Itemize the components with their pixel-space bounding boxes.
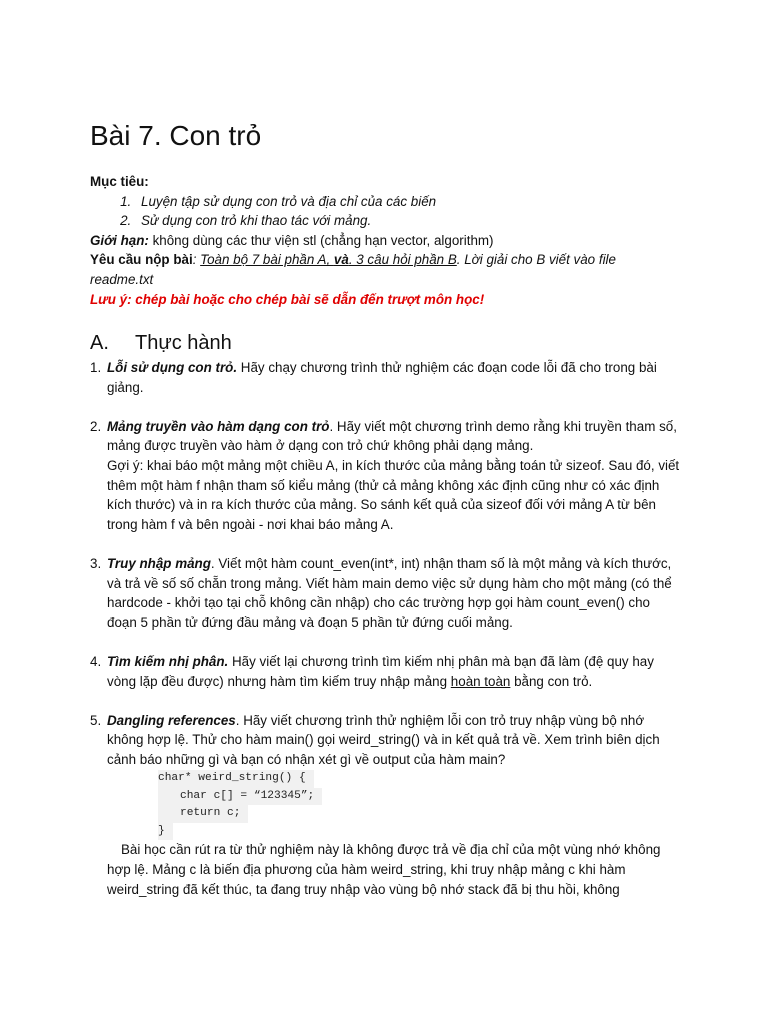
- goal-label: Mục tiêu:: [90, 174, 149, 189]
- goal-item: 1. Luyện tập sử dụng con trỏ và địa chỉ của các biến: [135, 192, 710, 212]
- item-heading: Lỗi sử dụng con trỏ.: [107, 360, 238, 375]
- item-number: 5.: [90, 712, 102, 728]
- code-line: char c[] = “123345”;: [158, 788, 322, 806]
- exercise-item-5: [90, 711, 682, 900]
- code-line: return c;: [158, 805, 248, 823]
- item-underlined-text: hoàn toàn: [450, 673, 511, 689]
- submit-line: [90, 250, 710, 289]
- item-conclusion: Bài học cần rút ra từ thử nghiệm này là không được trả về địa chỉ của một vùng nhớ không hợp lệ. Mảng c là biến địa phương của hàm weird_string, khi truy nhập mảng c khi hàm weird_string đã kết thúc, ta đang truy nhập vào vùng bộ nhớ stack đã bị thu hồi, không: [107, 842, 661, 897]
- submit-label: Yêu cầu nộp bài: [90, 252, 193, 268]
- section-title: Thực hành: [135, 332, 232, 354]
- item-text: . Hãy viết một chương trình demo rằng khi truyền tham số, mảng được truyền vào hàm ở dạng con trỏ chứ không phải dạng mảng.: [107, 418, 677, 454]
- submit-requirement-part1: Toàn bộ 7 bài phần A,: [200, 252, 334, 268]
- submit-filename: readme.txt: [90, 271, 154, 287]
- exercise-item-1: [90, 358, 682, 397]
- intro-block: [90, 172, 710, 309]
- item-heading: Mảng truyền vào hàm dạng con trỏ: [107, 418, 330, 434]
- section-a-heading: [90, 332, 232, 355]
- goal-list: [90, 192, 710, 231]
- item-heading: Dangling references: [107, 712, 236, 728]
- item-number: 3.: [90, 555, 102, 571]
- item-heading: Tìm kiếm nhị phân.: [107, 653, 229, 669]
- limit-label: Giới hạn:: [90, 232, 149, 248]
- exercise-list: [90, 358, 682, 919]
- code-line: char* weird_string() {: [158, 770, 314, 788]
- item-number: 1.: [90, 360, 102, 375]
- item-text: . Hãy viết chương trình thử nghiệm lỗi con trỏ truy nhập vùng bộ nhớ không hợp lệ. Thử cho hàm main() gọi weird_string() và in kết quả trả về. Xem trình biên dịch cảnh báo những gì và bạn có nhận xét gì về output của hàm main?: [107, 712, 660, 767]
- section-letter: A.: [90, 332, 109, 354]
- exercise-item-2: [90, 417, 682, 535]
- code-block: [107, 770, 682, 840]
- code-line: }: [158, 823, 173, 841]
- submit-colon: :: [192, 252, 201, 268]
- submit-note: . Lời giải cho B viết vào file: [456, 252, 616, 268]
- submit-requirement-part2: . 3 câu hỏi phần B: [348, 252, 457, 268]
- item-text: Hãy chạy chương trình thử nghiệm các đoạn code lỗi đã cho trong bài giảng.: [107, 360, 657, 395]
- item-text-end: bằng con trỏ.: [510, 673, 593, 689]
- submit-requirement-and: và: [333, 252, 349, 268]
- item-text: . Viết một hàm count_even(int*, int) nhận tham số là một mảng và kích thước, và trả về số số chẵn trong mảng. Viết hàm main demo việc sử dụng hàm cho một mảng (có thể hardcode - khởi tạo tại chỗ không cần nhập) cho các trường hợp gọi hàm count_even() cho đoạn 5 phần tử đứng đầu mảng và đoạn 5 phần tử đứng cuối mảng.: [107, 555, 672, 630]
- page-title: Bài 7. Con trỏ: [90, 120, 262, 151]
- item-text: Hãy viết lại chương trình tìm kiếm nhị phân mà bạn đã làm (đệ quy hay vòng lặp đều được) nhưng hàm tìm kiếm truy nhập mảng: [107, 653, 654, 689]
- item-number: 2.: [90, 418, 102, 434]
- warning-text: Lưu ý: chép bài hoặc cho chép bài sẽ dẫn đến trượt môn học!: [90, 291, 485, 307]
- limit-line: [90, 231, 710, 251]
- item-heading: Truy nhập mảng: [107, 555, 211, 571]
- item-number: 4.: [90, 653, 102, 669]
- goal-item: 2. Sử dụng con trỏ khi thao tác với mảng.: [135, 211, 710, 231]
- item-hint: Gợi ý: khai báo một mảng một chiều A, in kích thước của mảng bằng toán tử sizeof. Sau đó, viết thêm một hàm f nhận tham số kiểu mảng (thử cả mảng không xác định cũng như có xác định kích thước) và in ra kích thước của mảng. So sánh kết quả của sizeof đối với mảng A từ bên trong hàm f và bên ngoài - nơi khai báo mảng A.: [107, 457, 680, 532]
- limit-text: không dùng các thư viện stl (chẳng hạn vector, algorithm): [148, 232, 494, 248]
- exercise-item-4: [90, 652, 682, 691]
- exercise-item-3: [90, 554, 682, 632]
